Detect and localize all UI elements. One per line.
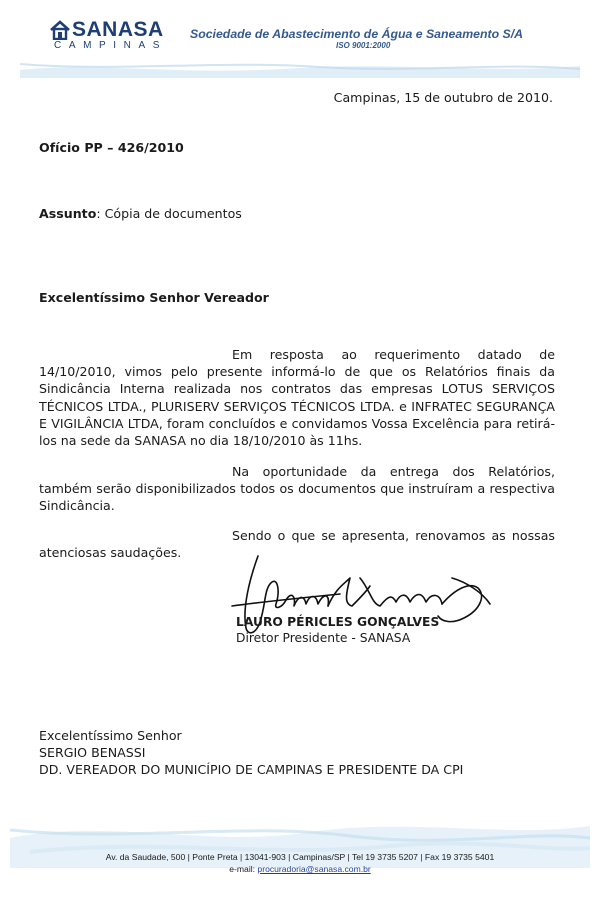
- house-icon: [50, 20, 70, 40]
- signer-title: Diretor Presidente - SANASA: [236, 631, 411, 645]
- paragraph-2: [39, 463, 555, 515]
- footer-address: Av. da Saudade, 500 | Ponte Preta | 13041-903 | Campinas/SP | Tel 19 3735 5207 | Fax 19 3735 5401: [105, 852, 495, 862]
- footer-email-label: e-mail:: [229, 864, 258, 874]
- subject-text: : Cópia de documentos: [96, 206, 242, 221]
- iso-certification: ISO 9001:2000: [336, 41, 391, 50]
- footer-email-link[interactable]: procuradoria@sanasa.com.br: [257, 864, 371, 874]
- paragraph-1: [39, 346, 555, 449]
- organization-name: Sociedade de Abastecimento de Água e Saneamento S/A: [190, 27, 524, 41]
- recipient-line-2: SERGIO BENASSI: [39, 745, 146, 760]
- date-line: Campinas, 15 de outubro de 2010.: [333, 90, 553, 105]
- signer-name: LAURO PÉRICLES GONÇALVES: [236, 615, 440, 629]
- recipient-line-1: Excelentíssimo Senhor: [39, 728, 182, 743]
- footer-email: [0, 864, 600, 874]
- paragraph-1-text: Em resposta ao requerimento datado de 14/10/2010, vimos pelo presente informá-lo de que os Relatórios finais da Sindicância Interna realizada nos contratos das empresas LOTUS SERVIÇOS TÉCNICOS LTDA., PLURISERV SERVIÇOS TÉCNICOS LTDA. e INFRATEC SEGURANÇA E VIGILÂNCIA LTDA, foram concluídos e convidamos Vossa Excelência para retirá-los na sede da SANASA no dia 18/10/2010 às 11hs.: [39, 347, 555, 449]
- salutation: Excelentíssimo Senhor Vereador: [39, 290, 269, 305]
- subject-line: [39, 206, 242, 222]
- letter-reference: Ofício PP – 426/2010: [39, 140, 184, 155]
- logo-city: CAMPINAS: [54, 40, 168, 51]
- header-wave-band: [20, 58, 580, 78]
- recipient-line-3: DD. VEREADOR DO MUNICÍPIO DE CAMPINAS E PRESIDENTE DA CPI: [39, 762, 464, 777]
- subject-label: Assunto: [39, 206, 97, 221]
- sanasa-logo: [50, 18, 172, 54]
- paragraph-2-text: Na oportunidade da entrega dos Relatórios, também serão disponibilizados todos os documentos que instruíram a respectiva Sindicância.: [39, 464, 555, 514]
- paragraph-3-text: Sendo o que se apresenta, renovamos as nossas atenciosas saudações.: [39, 528, 555, 561]
- recipient-block: [39, 727, 463, 778]
- logo-wordmark: SANASA: [72, 18, 164, 41]
